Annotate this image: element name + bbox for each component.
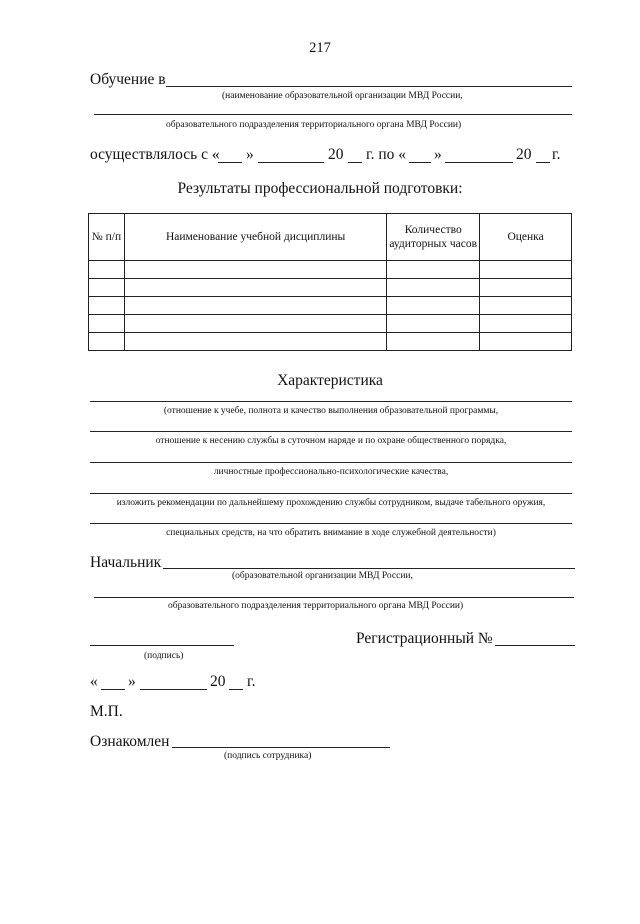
sign-date-row xyxy=(90,673,290,695)
end-day-field[interactable] xyxy=(409,162,431,163)
employee-signature-line[interactable] xyxy=(172,747,390,748)
training-label: Обучение в xyxy=(90,71,166,88)
training-dates-row xyxy=(90,146,590,168)
date-open-quote: « xyxy=(90,673,98,690)
sign-year-field[interactable] xyxy=(229,689,243,690)
characteristic-hint-3: личностные профессионально-психологические качества, xyxy=(213,467,449,477)
cell-discipline[interactable] xyxy=(124,315,386,333)
cell-grade[interactable] xyxy=(480,315,572,333)
date-close-quote: » xyxy=(128,673,136,690)
dates-quote-1: » xyxy=(246,146,254,163)
end-year-field[interactable] xyxy=(536,162,550,163)
cell-number[interactable] xyxy=(89,315,125,333)
characteristic-line-3[interactable] xyxy=(90,462,572,463)
signature-hint: (подпись) xyxy=(144,651,184,661)
training-org-line[interactable] xyxy=(166,86,572,87)
characteristic-line-2[interactable] xyxy=(90,431,572,432)
characteristic-line-1[interactable] xyxy=(90,401,572,402)
employee-signature-hint: (подпись сотрудника) xyxy=(224,751,312,761)
col-header-hours: Количество аудиторных часов xyxy=(387,214,480,261)
cell-number[interactable] xyxy=(89,297,125,315)
cell-hours[interactable] xyxy=(387,279,480,297)
training-subdivision-line[interactable] xyxy=(94,114,572,115)
characteristic-hint-2: отношение к несению службы в суточном наряде и по охране общественного порядка, xyxy=(155,436,507,446)
cell-grade[interactable] xyxy=(480,297,572,315)
sign-month-field[interactable] xyxy=(140,689,207,690)
table-row xyxy=(89,333,572,351)
stamp-place: М.П. xyxy=(90,703,123,720)
table-row xyxy=(89,279,572,297)
results-title: Результаты профессиональной подготовки: xyxy=(177,180,463,197)
characteristic-line-5[interactable] xyxy=(90,523,572,524)
cell-grade[interactable] xyxy=(480,261,572,279)
characteristic-hint-4: изложить рекомендации по дальнейшему прохождению службы сотрудником, выдаче табельного оружия, xyxy=(116,498,546,508)
cell-number[interactable] xyxy=(89,261,125,279)
dates-quote-2: » xyxy=(434,146,442,163)
col-header-number: № п/п xyxy=(89,214,125,261)
dates-mid-text: г. по « xyxy=(366,146,407,163)
end-month-field[interactable] xyxy=(445,162,513,163)
cell-number[interactable] xyxy=(89,333,125,351)
dates-year-prefix-1: 20 xyxy=(328,146,344,163)
table-row xyxy=(89,297,572,315)
chief-subdivision-line[interactable] xyxy=(94,597,574,598)
results-table xyxy=(88,213,572,351)
start-year-field[interactable] xyxy=(348,162,362,163)
start-day-field[interactable] xyxy=(218,162,242,163)
training-hint-1: (наименование образовательной организации МВД России, xyxy=(222,91,463,101)
characteristic-title: Характеристика xyxy=(277,372,383,389)
cell-discipline[interactable] xyxy=(124,261,386,279)
cell-hours[interactable] xyxy=(387,297,480,315)
cell-discipline[interactable] xyxy=(124,297,386,315)
dates-start-text: осуществлялось с « xyxy=(90,146,220,163)
dates-year-prefix-2: 20 xyxy=(516,146,532,163)
table-header-row xyxy=(89,214,572,261)
characteristic-line-4[interactable] xyxy=(90,493,572,494)
cell-discipline[interactable] xyxy=(124,279,386,297)
chief-label: Начальник xyxy=(90,554,162,571)
cell-hours[interactable] xyxy=(387,261,480,279)
acquainted-label: Ознакомлен xyxy=(90,733,170,750)
chief-hint-1: (образовательной организации МВД России, xyxy=(232,571,413,581)
cell-grade[interactable] xyxy=(480,333,572,351)
chief-signature-line[interactable] xyxy=(90,645,234,646)
characteristic-hint-5: специальных средств, на что обратить внимание в ходе служебной деятельности) xyxy=(166,528,496,538)
cell-number[interactable] xyxy=(89,279,125,297)
cell-hours[interactable] xyxy=(387,333,480,351)
dates-end-text: г. xyxy=(552,146,561,163)
characteristic-hint-1: (отношение к учебе, полнота и качество выполнения образовательной программы, xyxy=(163,406,499,416)
table-row xyxy=(89,315,572,333)
registration-label: Регистрационный № xyxy=(356,630,493,647)
sign-day-field[interactable] xyxy=(101,689,125,690)
date-suffix: г. xyxy=(247,673,256,690)
cell-grade[interactable] xyxy=(480,279,572,297)
cell-discipline[interactable] xyxy=(124,333,386,351)
date-year-prefix: 20 xyxy=(210,673,226,690)
col-header-discipline: Наименование учебной дисциплины xyxy=(124,214,386,261)
chief-org-line[interactable] xyxy=(163,568,575,569)
page-number: 217 xyxy=(309,40,331,56)
table-row xyxy=(89,261,572,279)
chief-hint-2: образовательного подразделения территориального органа МВД России) xyxy=(168,601,464,611)
cell-hours[interactable] xyxy=(387,315,480,333)
training-hint-2: образовательного подразделения территориального органа МВД России) xyxy=(166,120,462,130)
col-header-grade: Оценка xyxy=(480,214,572,261)
registration-number-field[interactable] xyxy=(495,645,575,646)
start-month-field[interactable] xyxy=(258,162,324,163)
